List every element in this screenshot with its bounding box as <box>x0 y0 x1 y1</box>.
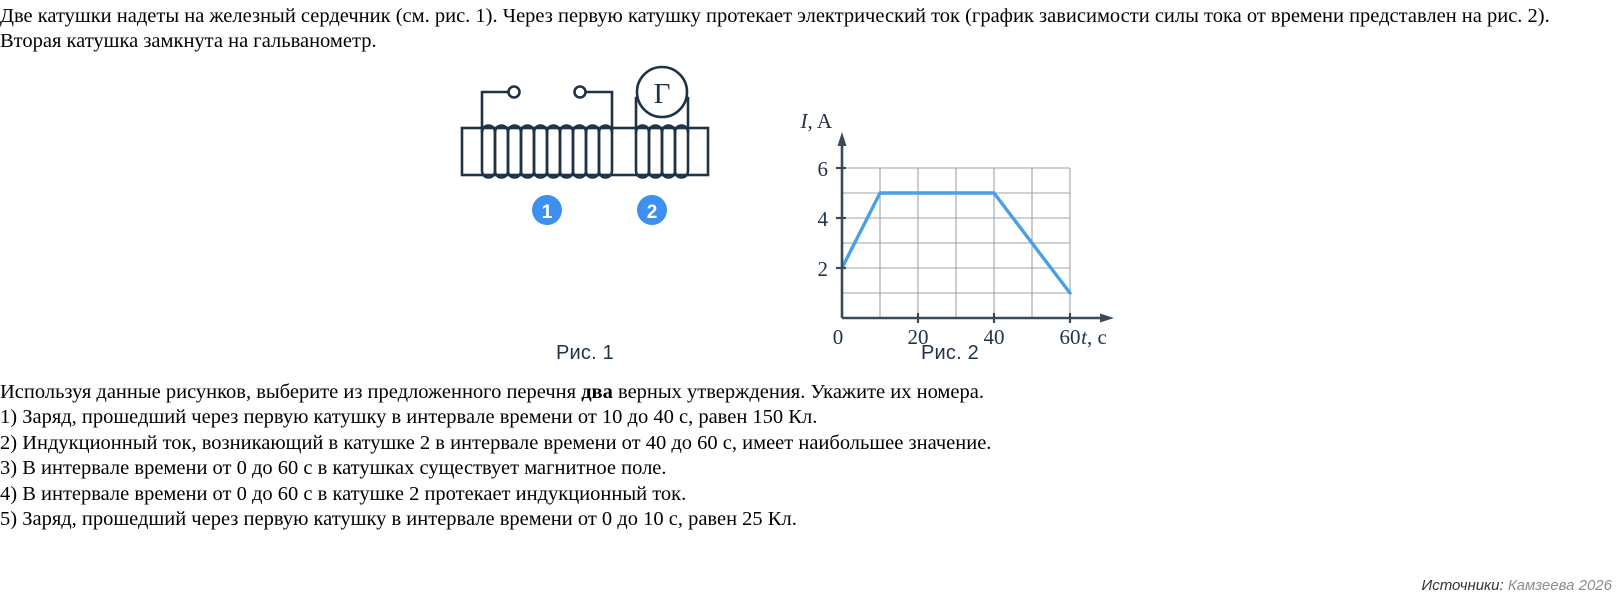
answer-option-3[interactable]: 3) В интервале времени от 0 до 60 с в катушках существует магнитное поле. <box>0 457 667 480</box>
coils-core-svg <box>440 70 730 335</box>
chart-y-axis-arrow <box>838 132 847 146</box>
chart-ytick-2: 2 <box>817 257 828 281</box>
figure-2-current-time-chart <box>780 70 1120 375</box>
chart-x-axis-arrow <box>1100 314 1114 323</box>
chart-ytick-6: 6 <box>817 157 828 181</box>
chart-y-axis-label: I, A <box>800 109 832 133</box>
figures-band <box>0 70 1616 375</box>
answer-option-5[interactable]: 5) Заряд, прошедший через первую катушку в интервале времени от 0 до 10 с, равен 25 Кл. <box>0 508 797 531</box>
source-value: Камзеева 2026 <box>1507 577 1612 594</box>
question-block <box>0 380 1612 532</box>
figure-2-caption: Рис. 2 <box>921 342 979 364</box>
chart-xtick-60: 60 <box>1059 325 1081 349</box>
coil-2-badge-label: 2 <box>646 202 658 223</box>
chart-y-tick-labels <box>818 157 829 281</box>
chart-x-axis-label: t, c <box>1081 325 1107 349</box>
source-label: Источники: <box>1421 577 1504 594</box>
coil-1-terminal-right <box>575 87 586 98</box>
question-prompt <box>0 380 1612 405</box>
coil-1-terminal-left <box>509 87 520 98</box>
chart-xtick-40: 40 <box>983 325 1005 349</box>
answer-option-2[interactable]: 2) Индукционный ток, возникающий в катушке 2 в интервале времени от 40 до 60 с, имеет наибольшее значение. <box>0 431 992 454</box>
galvanometer-label: Г <box>653 78 671 110</box>
coil-1-badge-label: 1 <box>541 202 553 223</box>
question-prompt-part2: верных утверждения. Укажите их номера. <box>612 381 984 403</box>
source-footer <box>1421 577 1612 594</box>
chart-xtick-0: 0 <box>832 325 844 349</box>
chart-ytick-4: 4 <box>817 207 828 231</box>
chart-xtick-20: 20 <box>907 325 929 349</box>
figure-1-coils-diagram <box>440 70 730 375</box>
answer-option-4[interactable]: 4) В интервале времени от 0 до 60 с в катушке 2 протекает индукционный ток. <box>0 482 687 505</box>
question-prompt-emphasis: два <box>581 381 613 403</box>
answer-option-1[interactable]: 1) Заряд, прошедший через первую катушку в интервале времени от 10 до 40 с, равен 150 Кл. <box>0 406 818 429</box>
chart-svg <box>780 70 1120 349</box>
problem-statement: Две катушки надеты на железный сердечник (см. рис. 1). Через первую катушку протекает электрический ток (график зависимости силы тока от времени представлен на рис. 2). Вторая катушка замкнута на гальванометр. <box>0 5 1550 52</box>
figure-1-caption: Рис. 1 <box>556 342 614 364</box>
question-prompt-part1: Используя данные рисунков, выберите из предложенного перечня <box>0 381 582 403</box>
